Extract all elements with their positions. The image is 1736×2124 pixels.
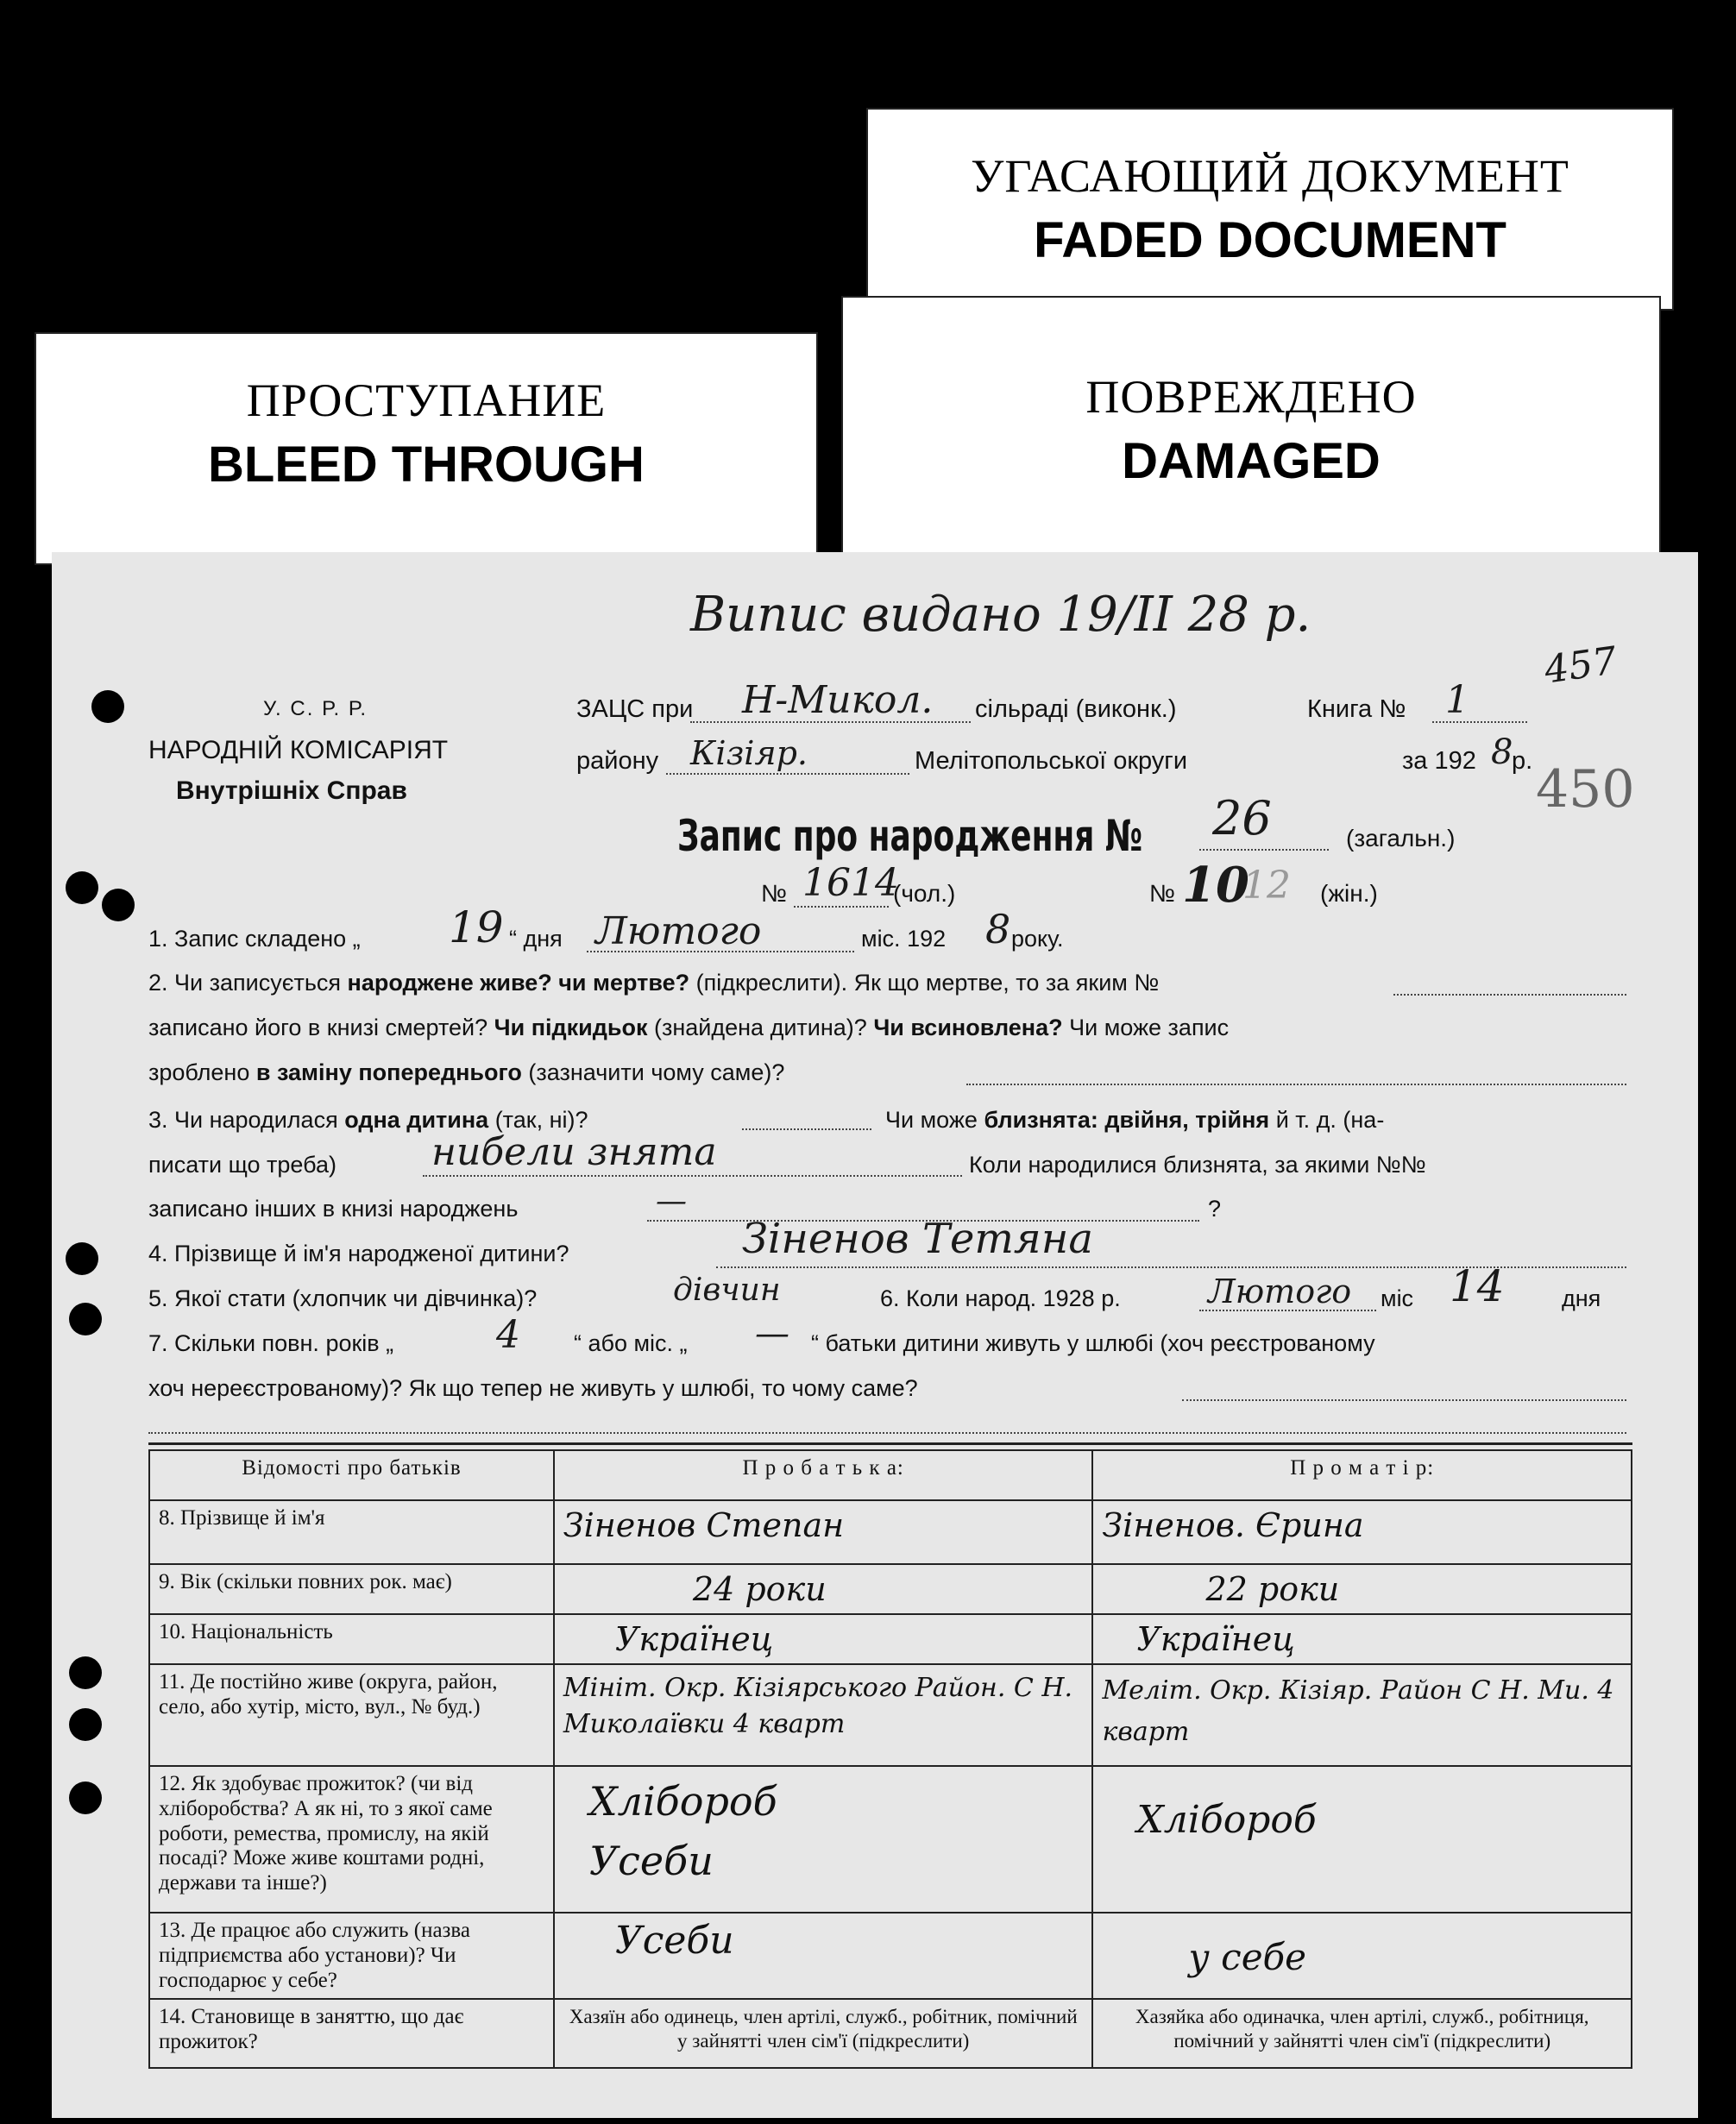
table-row bbox=[149, 1913, 1632, 1999]
female-number-prefix: № bbox=[1149, 880, 1176, 907]
item1-year-label: міс. 192 bbox=[861, 926, 947, 952]
row-question: 13. Де працює або служить (назва підприємства або установи)? Чи господарює у себе? bbox=[149, 1913, 554, 1999]
item3-line3-value: — bbox=[656, 1184, 687, 1219]
item2-line1: 2. Чи записується народжене живе? чи мертве? (підкреслити). Як що мертве, то за яким № bbox=[148, 970, 1160, 996]
record-number-line bbox=[1199, 849, 1329, 851]
punch-hole bbox=[102, 889, 135, 921]
table-header-mother: П р о м а т і р: bbox=[1092, 1450, 1632, 1500]
item6-month-label: міс bbox=[1381, 1285, 1414, 1311]
row-question: 9. Вік (скільки повних рок. має) bbox=[149, 1564, 554, 1614]
table-row bbox=[149, 1999, 1632, 2068]
mother-workplace: у себе bbox=[1188, 1936, 1307, 1978]
father-livelihood: Хлібороб Усеби bbox=[588, 1778, 777, 1884]
female-number-suffix: (жін.) bbox=[1320, 880, 1378, 907]
table-row bbox=[149, 1564, 1632, 1614]
male-number-suffix: (чол.) bbox=[893, 880, 956, 907]
row-question: 8. Прізвище й ім'я bbox=[149, 1500, 554, 1564]
item4-label: 4. Прізвище й ім'я народженої дитини? bbox=[148, 1241, 569, 1266]
item4-child-name: Зіненов Тетяна bbox=[742, 1215, 1093, 1263]
mother-livelihood: Хлібороб bbox=[1136, 1798, 1317, 1842]
item6-day-label: дня bbox=[1562, 1285, 1601, 1311]
item2-line2: записано його в книзі смертей? Чи підкидьок (знайдена дитина)? Чи всиновлена? Чи може запис bbox=[148, 1015, 1230, 1040]
corner-number-top: 457 bbox=[1541, 638, 1620, 693]
item7-line1c: “ батьки дитини живуть у шлюбі (хоч реєстрованому bbox=[811, 1330, 1375, 1356]
year-suffix: р. bbox=[1512, 747, 1533, 775]
item3-line2a: писати що треба) bbox=[148, 1152, 337, 1178]
damaged-label-en: DAMAGED bbox=[1122, 433, 1381, 489]
item5-sex: дівчин bbox=[673, 1273, 781, 1308]
selradi-label: сільраді (виконк.) bbox=[975, 695, 1177, 723]
item3-line1-dots bbox=[742, 1128, 871, 1130]
item2-line1-dots bbox=[1393, 994, 1626, 996]
damaged-label-ru: ПОВРЕЖДЕНО bbox=[1085, 371, 1417, 423]
item7-months: — bbox=[755, 1314, 789, 1354]
okrug-label: Мелітопольської округи bbox=[915, 747, 1188, 775]
item1-day-word: “ дня bbox=[509, 926, 563, 952]
item5-label: 5. Якої стати (хлопчик чи дівчинка)? bbox=[148, 1285, 538, 1311]
book-line bbox=[1432, 721, 1527, 723]
zags-value: Н-Микол. bbox=[742, 678, 934, 722]
item7-years: 4 bbox=[496, 1313, 520, 1357]
father-age: 24 роки bbox=[692, 1570, 827, 1608]
item7-line2: хоч нереєстрованому)? Як що тепер не живуть у шлюбі, то чому саме? bbox=[148, 1375, 918, 1401]
punch-hole bbox=[66, 1242, 98, 1275]
item1-month: Лютого bbox=[595, 909, 762, 953]
year-value: 8 bbox=[1491, 732, 1513, 772]
item3-line1a: 3. Чи народилася одна дитина (так, ні)? bbox=[148, 1107, 588, 1133]
year-label: за 192 bbox=[1402, 747, 1476, 775]
punch-hole bbox=[66, 871, 98, 904]
punch-hole bbox=[69, 1782, 102, 1814]
female-number: 10 bbox=[1182, 857, 1249, 914]
punch-hole bbox=[91, 690, 124, 723]
raion-value: Кізіяр. bbox=[690, 734, 808, 772]
item6-label: 6. Коли народ. 1928 р. bbox=[880, 1285, 1121, 1311]
female-number-struck: 12 bbox=[1242, 864, 1291, 908]
mother-occupation-options: Хазяйка або одиначка, член артілі, служб., робітниця, помічний у зайнятті член сім'ї (підкреслити) bbox=[1092, 1999, 1632, 2068]
faded-label-en: FADED DOCUMENT bbox=[1034, 212, 1506, 268]
book-label: Книга № bbox=[1307, 695, 1406, 723]
bleed-label-ru: ПРОСТУПАНИЕ bbox=[246, 374, 607, 426]
header-internal-affairs: Внутрішніх Справ bbox=[176, 776, 407, 805]
item3-line2b: Коли народилися близнята, за якими №№ bbox=[969, 1152, 1426, 1178]
table-row bbox=[149, 1500, 1632, 1564]
item2-line3: зроблено в заміну попереднього (зазначити чому саме)? bbox=[148, 1059, 785, 1085]
issued-note: Випис видано 19/II 28 р. bbox=[690, 587, 1311, 643]
punch-hole bbox=[69, 1303, 102, 1335]
mother-address: Меліт. Окр. Кізіяр. Район С Н. Ми. 4 кварт bbox=[1102, 1675, 1614, 1747]
father-nationality: Українец bbox=[614, 1620, 774, 1658]
item1-label: 1. Запис складено „ bbox=[148, 926, 361, 952]
item1-month-line bbox=[587, 951, 854, 952]
record-number-suffix: (загальн.) bbox=[1346, 825, 1456, 851]
item1-year-suffix: року. bbox=[1011, 926, 1064, 952]
item3-line3: записано інших в книзі народжень bbox=[148, 1196, 519, 1222]
mother-name: Зіненов. Єрина bbox=[1102, 1506, 1364, 1544]
book-value: 1 bbox=[1445, 678, 1469, 722]
header-commissariat: НАРОДНІЙ КОМІСАРІЯТ bbox=[148, 736, 449, 764]
punch-hole bbox=[69, 1656, 102, 1689]
parents-table bbox=[148, 1449, 1632, 2069]
table-row bbox=[149, 1664, 1632, 1766]
male-number: 1614 bbox=[802, 861, 899, 905]
item6-day: 14 bbox=[1450, 1261, 1505, 1311]
bleed-through-label bbox=[35, 332, 818, 565]
item7-line1a: 7. Скільки повн. років „ bbox=[148, 1330, 394, 1356]
father-name: Зіненов Степан bbox=[563, 1506, 845, 1544]
birth-record-sheet bbox=[52, 552, 1698, 2118]
male-number-line bbox=[794, 906, 889, 908]
table-header-father: П р о б а т ь к а: bbox=[554, 1450, 1093, 1500]
table-header-info: Відомості про батьків bbox=[149, 1450, 554, 1500]
father-address: Мініт. Окр. Кізіярського Район. С Н. Миколаївки 4 кварт bbox=[563, 1673, 1073, 1739]
item3-line3-end: ? bbox=[1208, 1196, 1222, 1222]
record-title: Запис про народження № bbox=[677, 811, 1143, 861]
raion-label: району bbox=[576, 747, 659, 775]
row-question: 12. Як здобуває прожиток? (чи від хліборобства? А як ні, то з якої саме роботи, ремества, промислу, на якій посаді? Може живе коштами родні, держави та інше?) bbox=[149, 1766, 554, 1913]
faded-document-label bbox=[866, 108, 1674, 311]
item6-month: Лютого bbox=[1208, 1273, 1352, 1310]
raion-line bbox=[666, 773, 909, 775]
faded-label-ru: УГАСАЮЩИЙ ДОКУМЕНТ bbox=[971, 150, 1569, 202]
punch-hole bbox=[69, 1708, 102, 1741]
father-occupation-options: Хазяїн або одинець, член артілі, служб., робітник, помічний у зайнятті член сім'ї (підкреслити) bbox=[554, 1999, 1093, 2068]
record-number: 26 bbox=[1212, 791, 1272, 845]
table-top-border bbox=[148, 1442, 1632, 1445]
corner-number: 450 bbox=[1536, 759, 1635, 820]
item1-year: 8 bbox=[985, 906, 1011, 952]
header-ussr: У. С. Р. Р. bbox=[263, 697, 368, 720]
mother-nationality: Українец bbox=[1136, 1620, 1295, 1658]
item1-day: 19 bbox=[449, 902, 504, 952]
row-question: 11. Де постійно живе (округа, район, село, або хутір, місто, вул., № буд.) bbox=[149, 1664, 554, 1766]
male-number-prefix: № bbox=[761, 880, 788, 907]
item3-line2-dots bbox=[423, 1175, 962, 1177]
bleed-label-en: BLEED THROUGH bbox=[208, 437, 645, 493]
table-header-row bbox=[149, 1450, 1632, 1500]
item3-twins-value: нибели знята bbox=[431, 1130, 717, 1174]
row-question: 14. Становище в заняттю, що дає прожиток? bbox=[149, 1999, 554, 2068]
item2-line3-dots bbox=[966, 1084, 1626, 1085]
item7-line1b: “ або міс. „ bbox=[574, 1330, 688, 1356]
row-question: 10. Національність bbox=[149, 1614, 554, 1664]
item7-line2-dots bbox=[1182, 1399, 1626, 1401]
zags-label: ЗАЦС при bbox=[576, 695, 694, 723]
table-row bbox=[149, 1766, 1632, 1913]
item6-month-line bbox=[1199, 1310, 1376, 1311]
table-row bbox=[149, 1614, 1632, 1664]
damaged-label bbox=[841, 296, 1661, 563]
father-workplace: Усеби bbox=[614, 1919, 734, 1963]
item7-line3-dots bbox=[148, 1432, 1626, 1434]
item3-line1b: Чи може близнята: двійня, трійня й т. д. (на- bbox=[885, 1107, 1385, 1133]
mother-age: 22 роки bbox=[1205, 1570, 1340, 1608]
